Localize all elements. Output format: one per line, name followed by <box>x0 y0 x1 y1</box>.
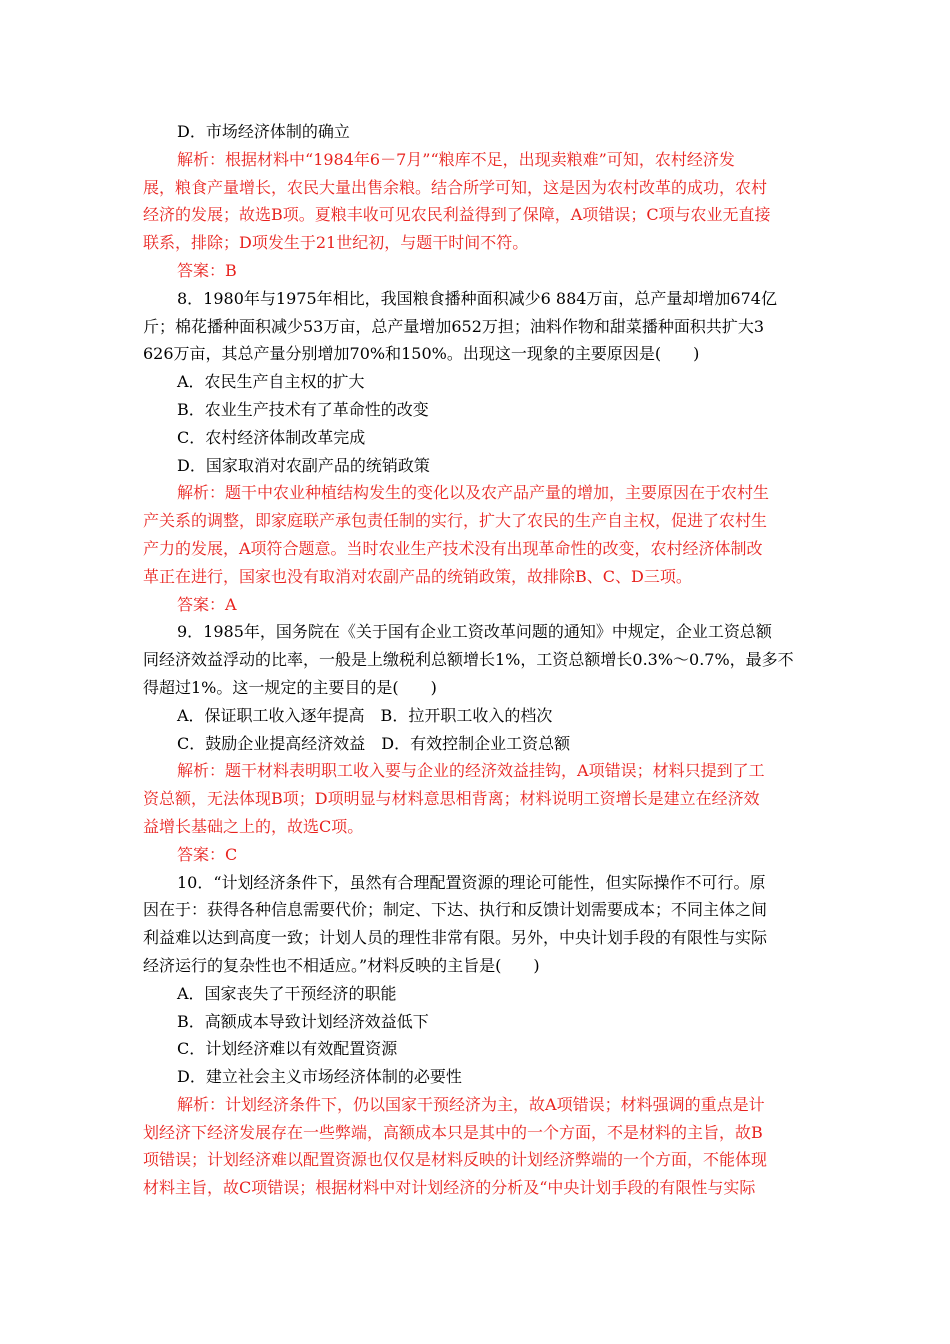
analysis-line <box>143 563 811 591</box>
question-line: 得超过1%。这一规定的主要目的是( ) <box>143 677 437 697</box>
analysis-text: 划经济下经济发展存在一些弊端，高额成本只是其中的一个方面，不是材料的主旨，故B <box>143 1122 763 1142</box>
analysis-text: 产力的发展，A项符合题意。当时农业生产技术没有出现革命性的改变，农村经济体制改 <box>143 538 763 558</box>
analysis-line <box>143 174 811 202</box>
analysis-line <box>143 1119 811 1147</box>
answer-value: C <box>225 844 238 864</box>
option-line: D．市场经济体制的确立 <box>177 122 350 141</box>
question-line: 10．“计划经济条件下，虽然有合理配置资源的理论可能性，但实际操作不可行。原 <box>177 872 766 892</box>
analysis-text: 联系，排除；D项发生于21世纪初，与题干时间不符。 <box>143 233 529 253</box>
question-line: 9．1985年，国务院在《关于国有企业工资改革问题的通知》中规定，企业工资总额 <box>177 622 772 642</box>
answer-label: 答案： <box>177 594 226 614</box>
question-line: 经济运行的复杂性也不相适应。”材料反映的主旨是( ) <box>143 955 540 975</box>
analysis-text: 材料主旨，故C项错误；根据材料中对计划经济的分析及“中央计划手段的有限性与实际 <box>143 1178 756 1198</box>
analysis-line <box>143 479 811 507</box>
question-line: 利益难以达到高度一致；计划人员的理性非常有限。另外，中央计划手段的有限性与实际 <box>143 928 768 948</box>
option-line: C．农村经济体制改革完成 <box>177 427 366 447</box>
analysis-text: 资总额，无法体现B项；D项明显与材料意思相背离；材料说明工资增长是建立在经济效 <box>143 789 760 809</box>
option-line: A．国家丧失了干预经济的职能 <box>177 983 397 1003</box>
analysis-line <box>143 1091 811 1119</box>
question-line: 同经济效益浮动的比率，一般是上缴税利总额增长1%，工资总额增长0.3%～0.7%，最多不 <box>143 650 794 670</box>
analysis-label: 解析： <box>177 1094 226 1114</box>
answer-value: B <box>225 260 237 280</box>
option-line: C．计划经济难以有效配置资源 <box>177 1039 398 1059</box>
analysis-line <box>143 1174 811 1202</box>
analysis-text: 项错误；计划经济难以配置资源也仅仅是材料反映的计划经济弊端的一个方面，不能体现 <box>143 1150 768 1170</box>
question-line: 因在于：获得各种信息需要代价；制定、下达、执行和反馈计划需要成本；不同主体之间 <box>143 900 768 920</box>
option-line: C．鼓励企业提高经济效益 D．有效控制企业工资总额 <box>177 733 571 753</box>
answer-line <box>143 841 811 869</box>
analysis-label: 解析： <box>177 149 226 169</box>
analysis-line <box>143 1146 811 1174</box>
option-line: A．保证职工收入逐年提高 B．拉开职工收入的档次 <box>177 705 553 725</box>
question-line: 626万亩，其总产量分别增加70%和150%。出现这一现象的主要原因是( ) <box>143 344 700 364</box>
analysis-text: 革正在进行，国家也没有取消对农副产品的统销政策，故排除B、C、D三项。 <box>143 566 692 586</box>
document-body <box>143 118 811 1202</box>
analysis-line <box>143 201 811 229</box>
analysis-label: 解析： <box>177 483 226 503</box>
analysis-text: 根据材料中“1984年6－7月”“粮库不足，出现卖粮难”可知，农村经济发 <box>225 149 735 169</box>
question-line: 斤；棉花播种面积减少53万亩，总产量增加652万担；油料作物和甜菜播种面积共扩大3 <box>143 316 765 336</box>
answer-line <box>143 591 811 619</box>
option-line: B．农业生产技术有了革命性的改变 <box>177 399 429 419</box>
answer-line <box>143 257 811 285</box>
analysis-label: 解析： <box>177 761 226 781</box>
option-line: D．建立社会主义市场经济体制的必要性 <box>177 1067 462 1087</box>
analysis-line <box>143 535 811 563</box>
option-line: B．高额成本导致计划经济效益低下 <box>177 1011 429 1031</box>
analysis-text: 展，粮食产量增长，农民大量出售余粮。结合所学可知，这是因为农村改革的成功，农村 <box>143 177 768 197</box>
analysis-line <box>143 229 811 257</box>
analysis-line <box>143 146 811 174</box>
answer-label: 答案： <box>177 844 226 864</box>
analysis-line <box>143 507 811 535</box>
analysis-text: 计划经济条件下，仍以国家干预经济为主，故A项错误；材料强调的重点是计 <box>225 1094 765 1114</box>
option-line: A．农民生产自主权的扩大 <box>177 372 365 392</box>
analysis-text: 经济的发展；故选B项。夏粮丰收可见农民利益得到了保障，A项错误；C项与农业无直接 <box>143 205 771 225</box>
option-line: D．国家取消对农副产品的统销政策 <box>177 455 430 475</box>
analysis-text: 产关系的调整，即家庭联产承包责任制的实行，扩大了农民的生产自主权，促进了农村生 <box>143 511 768 531</box>
analysis-text: 题干中农业种植结构发生的变化以及农产品产量的增加，主要原因在于农村生 <box>225 483 770 503</box>
analysis-line <box>143 785 811 813</box>
question-line: 8．1980年与1975年相比，我国粮食播种面积减少6 884万亩，总产量却增加674亿 <box>177 288 777 308</box>
answer-value: A <box>225 594 237 614</box>
analysis-line <box>143 757 811 785</box>
answer-label: 答案： <box>177 260 226 280</box>
analysis-text: 益增长基础之上的，故选C项。 <box>143 816 364 836</box>
analysis-line <box>143 813 811 841</box>
analysis-text: 题干材料表明职工收入要与企业的经济效益挂钩，A项错误；材料只提到了工 <box>225 761 765 781</box>
